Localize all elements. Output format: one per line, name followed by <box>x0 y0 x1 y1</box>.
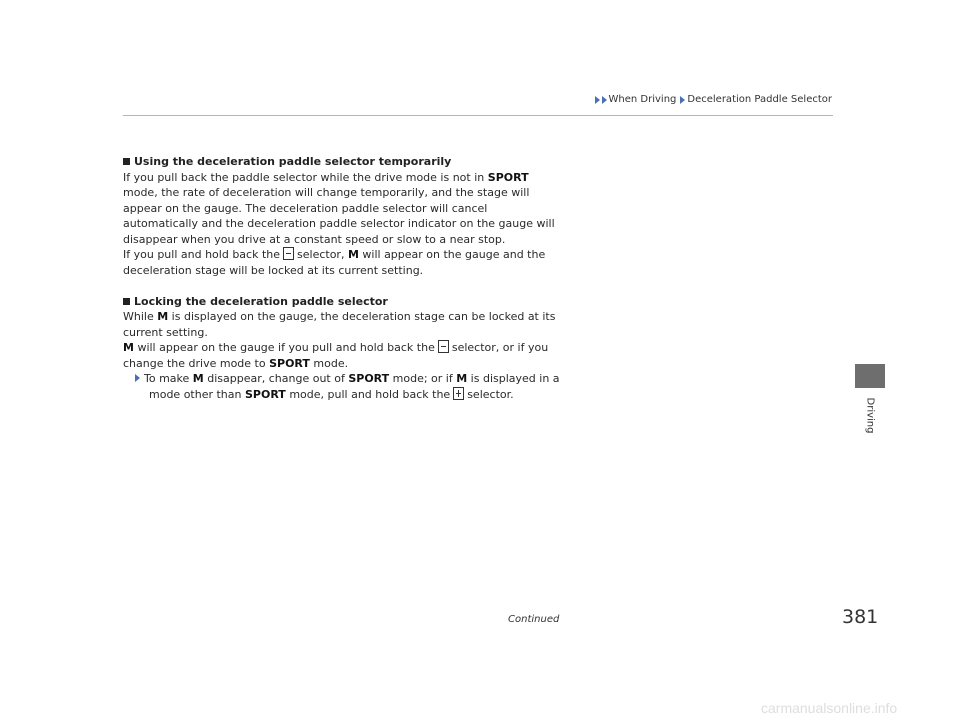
page-number: 381 <box>842 606 879 628</box>
minus-selector-icon <box>283 247 294 260</box>
continued-label: Continued <box>508 614 560 625</box>
plus-selector-icon <box>453 387 464 400</box>
breadcrumb-arrow-icon <box>595 96 600 104</box>
paragraph: While M is displayed on the gauge, the deceleration stage can be locked at its current setting. <box>123 310 556 339</box>
watermark: carmanualsonline.info <box>761 700 898 716</box>
note-arrow-icon <box>135 374 140 382</box>
section-heading-locking <box>123 294 563 310</box>
breadcrumb-arrow-icon <box>680 96 685 104</box>
section-tab-marker <box>855 364 885 388</box>
breadcrumb-item-when-driving[interactable]: When Driving <box>608 94 677 105</box>
main-content <box>123 154 563 402</box>
breadcrumb-arrow-icon <box>602 96 607 104</box>
breadcrumb <box>595 94 832 105</box>
breadcrumb-item-deceleration-paddle-selector[interactable]: Deceleration Paddle Selector <box>687 94 832 105</box>
section-tab-text: Driving <box>864 397 876 433</box>
paragraph: M will appear on the gauge if you pull and hold back the selector, or if you change the drive mode to SPORT mode. <box>123 341 549 370</box>
section-tab-label <box>842 390 898 440</box>
heading-text: Locking the deceleration paddle selector <box>134 294 388 308</box>
minus-selector-icon <box>438 340 449 353</box>
paragraph: If you pull and hold back the selector, M will appear on the gauge and the deceleration stage will be locked at its current setting. <box>123 248 546 277</box>
bullet-square-icon <box>123 158 130 165</box>
note-line: mode other than SPORT mode, pull and hold back the selector. <box>149 387 514 401</box>
header-divider <box>123 115 833 116</box>
note-line: To make M disappear, change out of SPORT mode; or if M is displayed in a <box>123 371 563 387</box>
paragraph: If you pull back the paddle selector while the drive mode is not in SPORT mode, the rate of deceleration will change temporarily, and the stage will appear on the gauge. The deceleration paddle selector will cancel automatically and the deceleration paddle selector indicator on the gauge will disappear when you drive at a constant speed or slow to a near stop. <box>123 170 555 246</box>
section-heading-temporary <box>123 154 563 170</box>
heading-text: Using the deceleration paddle selector temporarily <box>134 155 452 168</box>
bullet-square-icon <box>123 298 130 305</box>
